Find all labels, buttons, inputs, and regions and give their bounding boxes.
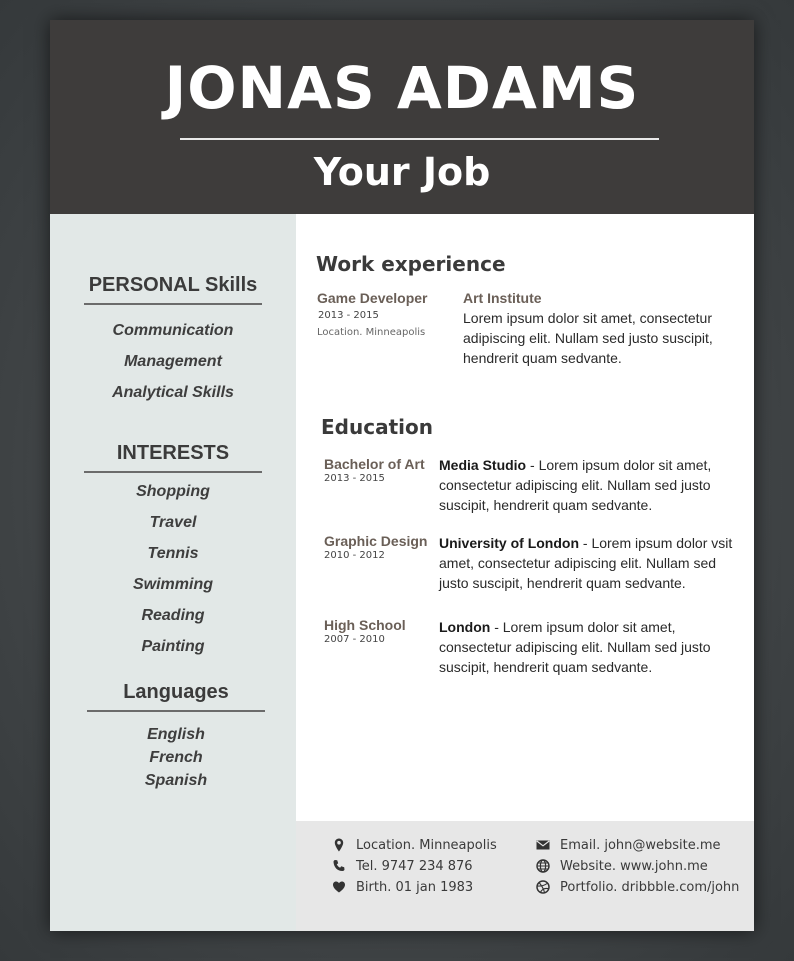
- languages-list: [53, 726, 299, 795]
- education-org: Media Studio: [439, 457, 527, 473]
- education-desc-line: justo suscipit, hendrerit quam sedvante.: [439, 575, 686, 591]
- skill-item: Analytical Skills: [112, 384, 234, 401]
- skill-item: Communication: [112, 322, 234, 339]
- interest-item: Tennis: [147, 545, 199, 562]
- education-desc-line: amet, consectetur adipiscing elit. Nullam sed: [439, 555, 717, 571]
- work-desc-line: adipiscing elit. Nullam sed justo suscipit,: [463, 330, 713, 346]
- work-location: Location. Minneapolis: [317, 327, 426, 338]
- work-dates: 2013 - 2015: [318, 310, 379, 321]
- education-description: [439, 617, 749, 677]
- interests-divider: [84, 471, 262, 473]
- personal-skills-list: [50, 322, 296, 415]
- education-desc-line: consectetur adipiscing elit. Nullam sed justo: [439, 477, 711, 493]
- header-divider: [180, 138, 659, 140]
- interest-item: Travel: [149, 514, 197, 531]
- resume-header: [50, 20, 754, 214]
- education-desc-line: - Lorem ipsum dolor sit amet,: [526, 457, 712, 473]
- personal-skills-title: PERSONAL Skills: [88, 274, 258, 296]
- work-org: Art Institute: [463, 290, 542, 306]
- education-dates: 2007 - 2010: [324, 634, 385, 645]
- candidate-name: JONAS ADAMS: [164, 54, 640, 122]
- interest-item: Painting: [141, 638, 205, 655]
- work-experience-title: Work experience: [316, 252, 506, 276]
- education-dates: 2013 - 2015: [324, 473, 385, 484]
- interest-item: Swimming: [132, 576, 213, 593]
- globe-icon: [536, 859, 550, 873]
- education-description: [439, 533, 749, 593]
- personal-skills-section: [50, 272, 296, 415]
- work-desc-line: hendrerit quam sedvante.: [463, 350, 622, 366]
- language-item: Spanish: [144, 772, 208, 789]
- personal-skills-divider: [84, 303, 262, 305]
- phone-icon: [332, 859, 346, 873]
- interests-title: INTERESTS: [116, 442, 230, 464]
- contact-portfolio: Portfolio. dribbble.com/john: [536, 878, 739, 896]
- interests-section: [50, 440, 296, 669]
- education-desc-line: suscipit, hendrerit quam sedvante.: [439, 497, 653, 513]
- main-content: [296, 214, 754, 821]
- education-degree: High School: [324, 617, 406, 633]
- contact-email: Email. john@website.me: [536, 836, 721, 854]
- education-desc-line: - Lorem ipsum dolor vsit: [579, 535, 733, 551]
- dribbble-icon: [536, 880, 550, 894]
- education-title: Education: [321, 415, 433, 439]
- interest-item: Reading: [141, 607, 205, 624]
- work-role: Game Developer: [317, 290, 428, 306]
- work-desc-line: Lorem ipsum dolor sit amet, consectetur: [463, 310, 712, 326]
- education-description: [439, 455, 749, 515]
- education-desc-line: - Lorem ipsum dolor sit amet,: [490, 619, 676, 635]
- languages-title: Languages: [123, 681, 229, 703]
- contact-footer: [296, 821, 754, 931]
- contact-birth: Birth. 01 jan 1983: [332, 878, 473, 896]
- contact-website: Website. www.john.me: [536, 857, 708, 875]
- contact-tel: Tel. 9747 234 876: [332, 857, 473, 875]
- language-item: English: [147, 726, 205, 743]
- skill-item: Management: [124, 353, 222, 370]
- education-degree: Graphic Design: [324, 533, 428, 549]
- envelope-icon: [536, 838, 550, 852]
- education-desc-line: consectetur adipiscing elit. Nullam sed justo: [439, 639, 711, 655]
- education-degree: Bachelor of Art: [324, 456, 425, 472]
- work-description: [463, 308, 743, 368]
- languages-divider: [87, 710, 265, 712]
- sidebar: [50, 214, 296, 931]
- education-dates: 2010 - 2012: [324, 550, 385, 561]
- resume-page: [50, 20, 754, 931]
- heart-icon: [332, 880, 346, 894]
- education-org: University of London: [439, 535, 579, 551]
- education-desc-line: suscipit, hendrerit quam sedvante.: [439, 659, 653, 675]
- job-title: Your Job: [313, 150, 491, 194]
- education-org: London: [439, 619, 491, 635]
- language-item: French: [149, 749, 203, 766]
- pin-icon: [332, 838, 346, 852]
- interest-item: Shopping: [136, 483, 210, 500]
- contact-location: Location. Minneapolis: [332, 836, 497, 854]
- interests-list: [50, 483, 296, 669]
- languages-section: [53, 679, 299, 795]
